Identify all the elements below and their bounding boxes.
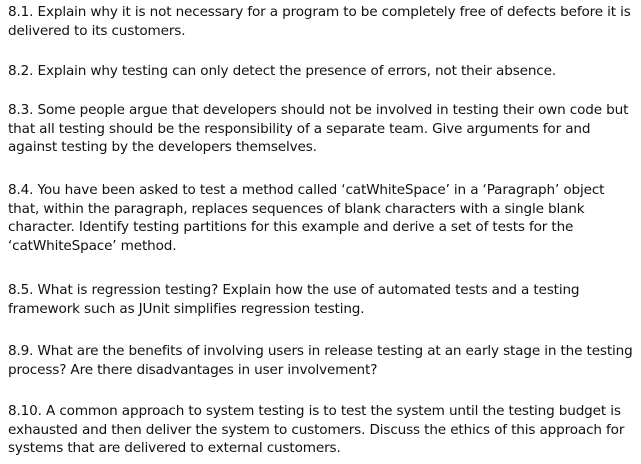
question-8-5: 8.5. What is regression testing? Explain how the use of automated tests and a testing framework such as JUnit simplifies regression testing. bbox=[8, 282, 580, 317]
question-8-4: 8.4. You have been asked to test a method called ‘catWhiteSpace’ in a ‘Paragraph’ object that, within the paragraph, replaces sequences of blank characters with a single blank character. Identify testing partitions for this example and derive a set of tests for the ‘catWhiteSpace’ method. bbox=[8, 182, 605, 254]
question-8-3: 8.3. Some people argue that developers should not be involved in testing their own code but that all testing should be the responsibility of a separate team. Give arguments for and against testing by the developers themselves. bbox=[8, 102, 629, 156]
question-8-1: 8.1. Explain why it is not necessary for a program to be completely free of defects before it is delivered to its customers. bbox=[8, 4, 631, 39]
question-8-10: 8.10. A common approach to system testing is to test the system until the testing budget is exhausted and then deliver the system to customers. Discuss the ethics of this approach for systems that are delivered to external customers. bbox=[8, 403, 625, 457]
question-8-9: 8.9. What are the benefits of involving users in release testing at an early stage in the testing process? Are there disadvantages in user involvement? bbox=[8, 343, 633, 378]
question-8-2: 8.2. Explain why testing can only detect the presence of errors, not their absence. bbox=[8, 63, 557, 79]
